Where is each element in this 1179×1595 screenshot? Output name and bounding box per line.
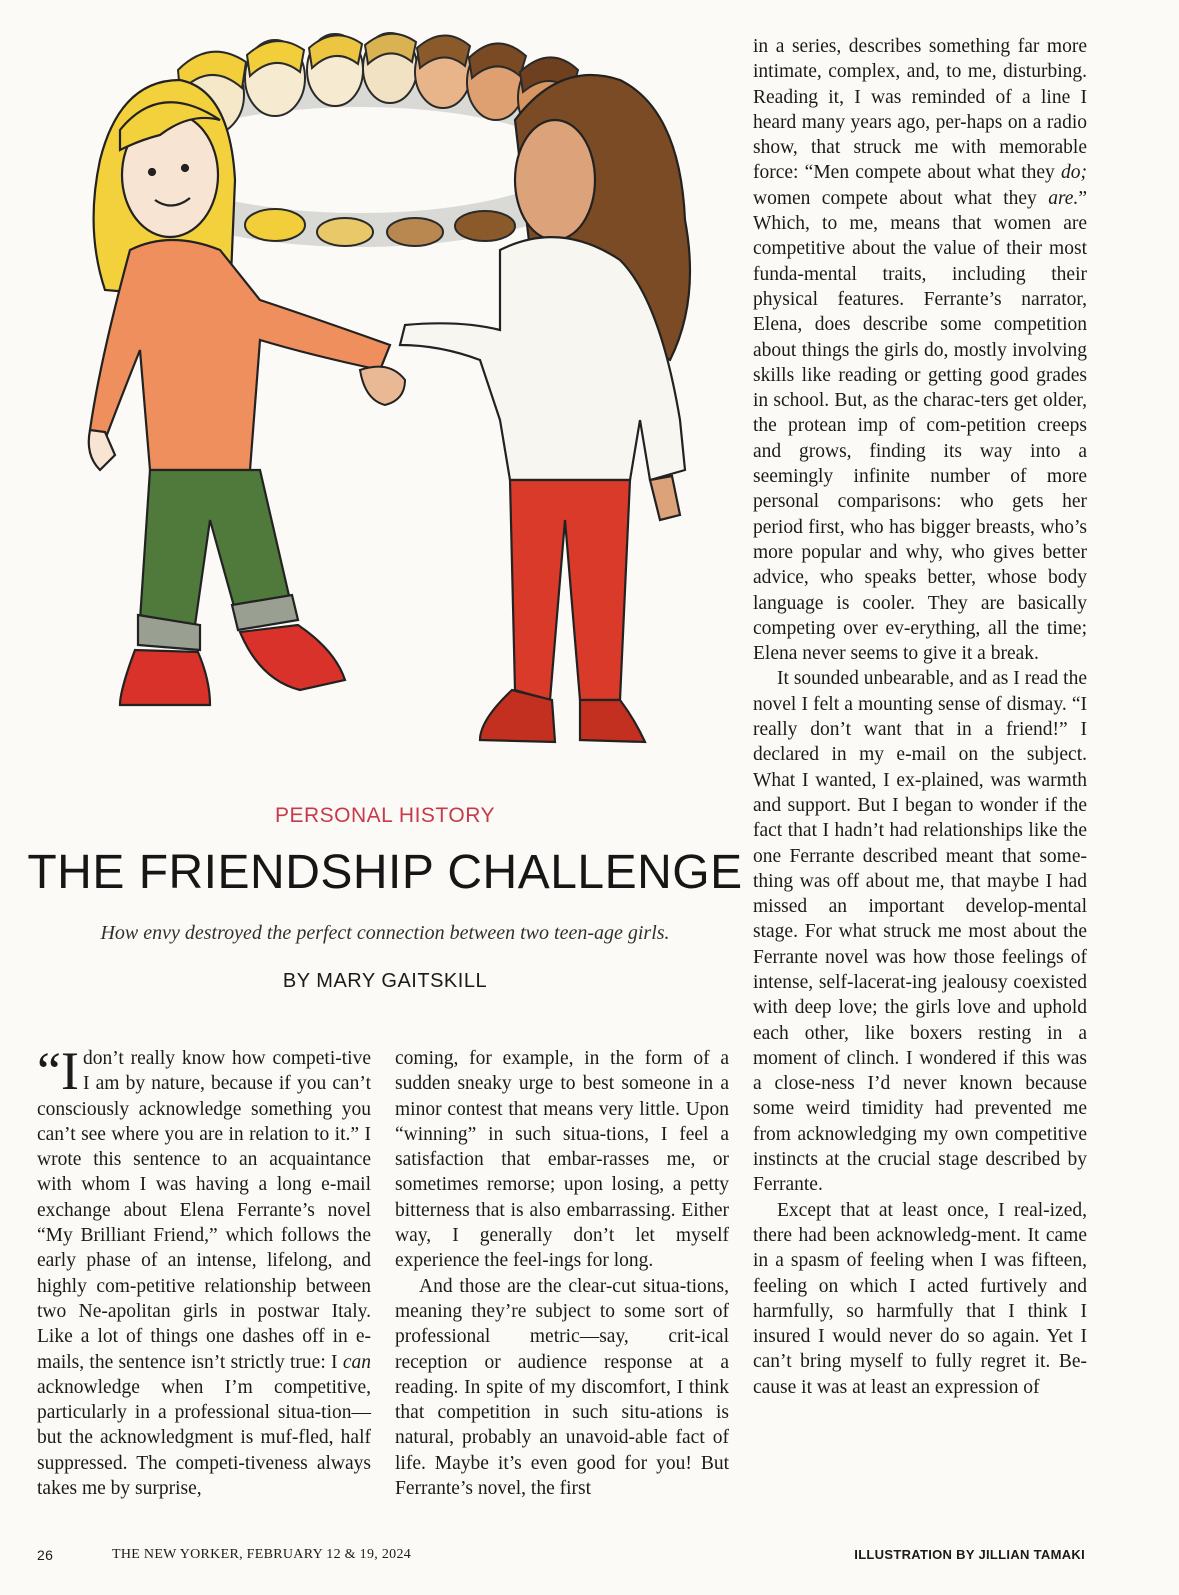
article-dek: How envy destroyed the perfect connection between two teen-age girls. [100,922,670,944]
emphasis: are. [1048,187,1079,209]
page-number: 26 [37,1547,54,1563]
paragraph-text: ” Which, to me, means that women are competitive about the value of their most funda-mental traits, including their physical features. Ferrante’s narrator, Elena, does describe some competition about things the girls do, mostly involving skills like reading or getting good grades in school. But, as the charac-ters get older, the protean imp of com-petition creeps and grows, finding its way into a seemingly infinite number of more personal comparisons: who gets her period first, who has bigger breasts, who’s more popular and why, who gives better advice, who speaks better, whose body language is cooler. They are basically competing over ev-erything, all the time; Elena never seems to give it a break. [753,187,1087,665]
emphasis: do; [1061,162,1087,184]
joined-hands [360,367,405,405]
illustration-two-girls [60,0,740,790]
article-byline: BY MARY GAITSKILL [282,970,488,992]
paragraph: It sounded unbearable, and as I read the novel I felt a mounting sense of dismay. “I really don’t want that in a friend!” I declared in my e-mail on the subject. What I wanted, I ex-plained, was warmth and support. But I began to wonder if the fact that I hadn’t had relationships like the one Ferrante described meant that some-thing was off about me, that maybe I had missed an important develop-mental stage. For what struck me most about the Ferrante novel was how those feelings of intense, self-lacerat-ing jealousy coexisted with deep love; the girls love and uphold each other, like boxers resting in a moment of clinch. I wondered if this was a close-ness I’d never known because some weird timidity had prevented me from acknowledging my own competitive instincts at the crucial stage described by Ferrante. [753,668,1087,1196]
drop-cap: “I [37,1041,79,1101]
paragraph: coming, for example, in the form of a sudden sneaky urge to best someone in a minor contest that means very little. Upon “winning” in such situa-tions, I feel a satisfaction that embar-rasses me, or sometimes remorse; upon losing, a petty bitterness that is also embarrassing. Either way, I generally don’t let myself experience the feel-ings for long. [395,1048,729,1272]
paragraph-text: acknowledge when I’m competitive, particularly in a professional situa-tion—but the acknowledgment is muf-fled, half suppressed. The competi-tiveness always takes me by surprise, [37,1376,371,1500]
article-headline: THE FRIENDSHIP CHALLENGE [27,846,743,899]
body-column-1 [37,1041,371,1501]
girl-left [89,80,390,705]
paragraph: Except that at least once, I real-ized, there had been acknowledg-ment. It came in a spasm of feeling when I was fifteen, feeling on which I acted furtively and harmfully, so harmfully that I think I insured I would never do so again. Yet I can’t bring myself to fully regret it. Be-cause it was at least an expression of [753,1199,1087,1398]
body-column-2 [395,1046,729,1501]
paragraph-text: in a series, describes something far more intimate, complex, and, to me, disturbing. Reading it, I was reminded of a line I heard many years ago, per-haps on a radio show, that struck me with memorable force: “Men compete about what they [753,36,1087,184]
section-kicker: PERSONAL HISTORY [274,804,495,827]
magazine-issue: THE NEW YORKER, FEBRUARY 12 & 19, 2024 [112,1547,412,1562]
emphasis: can [342,1351,371,1373]
paragraph [753,34,1087,666]
paragraph: And those are the clear-cut situa-tions, meaning they’re subject to some sort of professional metric—say, crit-ical reception or audience response at a reading. In spite of my discomfort, I think that competition in such situ-ations is natural, probably an unavoid-able fact of life. Maybe it’s even good for you! But Ferrante’s novel, the first [395,1275,729,1500]
paragraph-text: don’t really know how competi-tive I am by nature, because if you can’t consciously acknowledge something you can’t see where you are in relation to it.” I wrote this sentence to an acquaintance with whom I was having a long e-mail exchange about Elena Ferrante’s novel “My Brilliant Friend,” which follows the early phase of an intense, lifelong, and highly com-petitive relationship between two Ne-apolitan girls in postwar Italy. Like a lot of things one dashes off in e-mails, the sentence isn’t strictly true: I [37,1048,371,1373]
illustration-credit: ILLUSTRATION BY JILLIAN TAMAKI [854,1547,1085,1562]
body-column-3 [753,34,1087,1400]
paragraph [37,1041,371,1501]
girl-right [400,75,690,742]
paragraph-text: women compete about what they [753,187,1049,209]
